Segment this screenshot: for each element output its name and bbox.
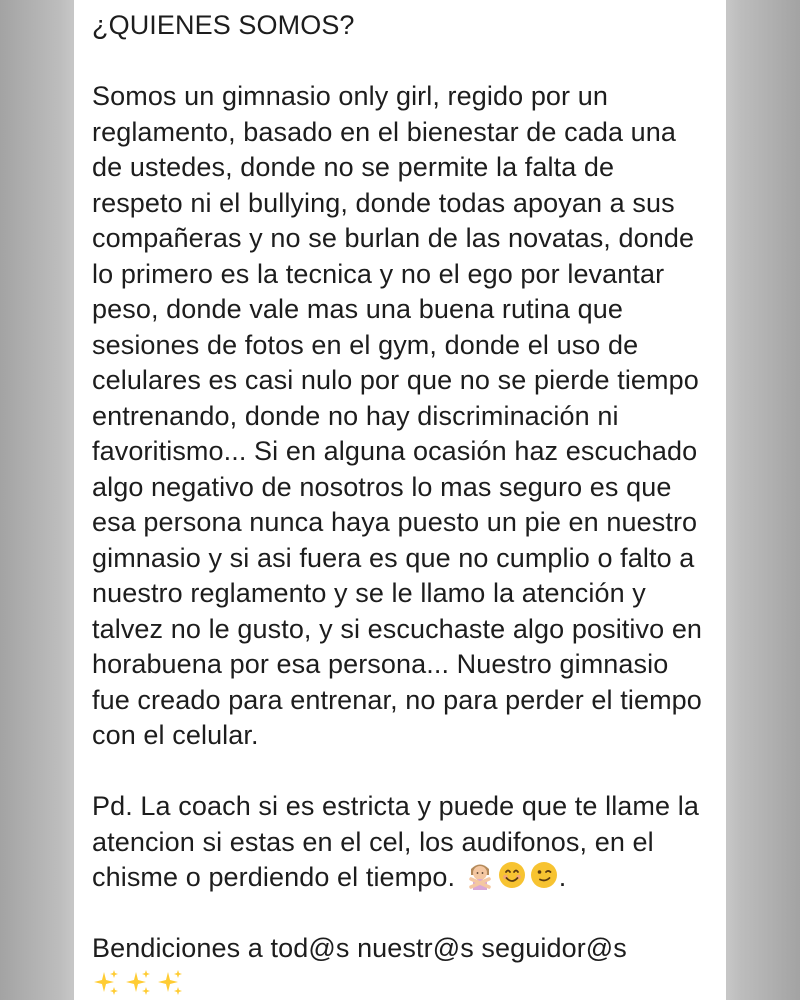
pd-text: Pd. La coach si es estricta y puede que te llame la atencion si estas en el cel, los audifonos, en el chisme o perdiendo el tiempo. [92,791,699,892]
person-gesturing-no-icon [465,860,495,890]
post-body: Somos un gimnasio only girl, regido por un reglamento, basado en el bienestar de cada una de ustedes, donde no se permite la falta de respeto ni el bullying, donde todas apoyan a sus compañeras y no se burlan de las novatas, donde lo primero es la tecnica y no el ego por levantar peso, donde vale mas una buena rutina que sesiones de fotos en el gym, donde el uso de celulares es casi nulo por que no se pierde tiempo entrenando, donde no hay discriminación ni favoritismo... Si en alguna ocasión haz escuchado algo negativo de nosotros lo mas seguro es que esa persona nunca haya puesto un pie en nuestro gimnasio y si asi fuera es que no cumplio o falto a nuestro reglamento y se le llamo la atención y talvez no le gusto, y si escuchaste algo positivo en horabuena por esa persona... Nuestro gimnasio fue creado para entrenar, no para perder el tiempo con el celular. [92,81,703,750]
post-closing: Bendiciones a tod@s nuestr@s seguidor@s [92,933,627,963]
post-title: ¿QUIENES SOMOS? [92,10,355,40]
post-card [74,0,726,1000]
winking-face-icon [529,860,559,890]
smiling-face-icon [497,860,527,890]
sparkles-icon [92,969,120,997]
pd-end: . [558,862,567,892]
sparkles-icon [124,969,152,997]
post-text [92,8,708,1000]
sparkles-icon [156,969,184,997]
post-pd [92,789,708,896]
sparkles-row [92,967,708,1000]
